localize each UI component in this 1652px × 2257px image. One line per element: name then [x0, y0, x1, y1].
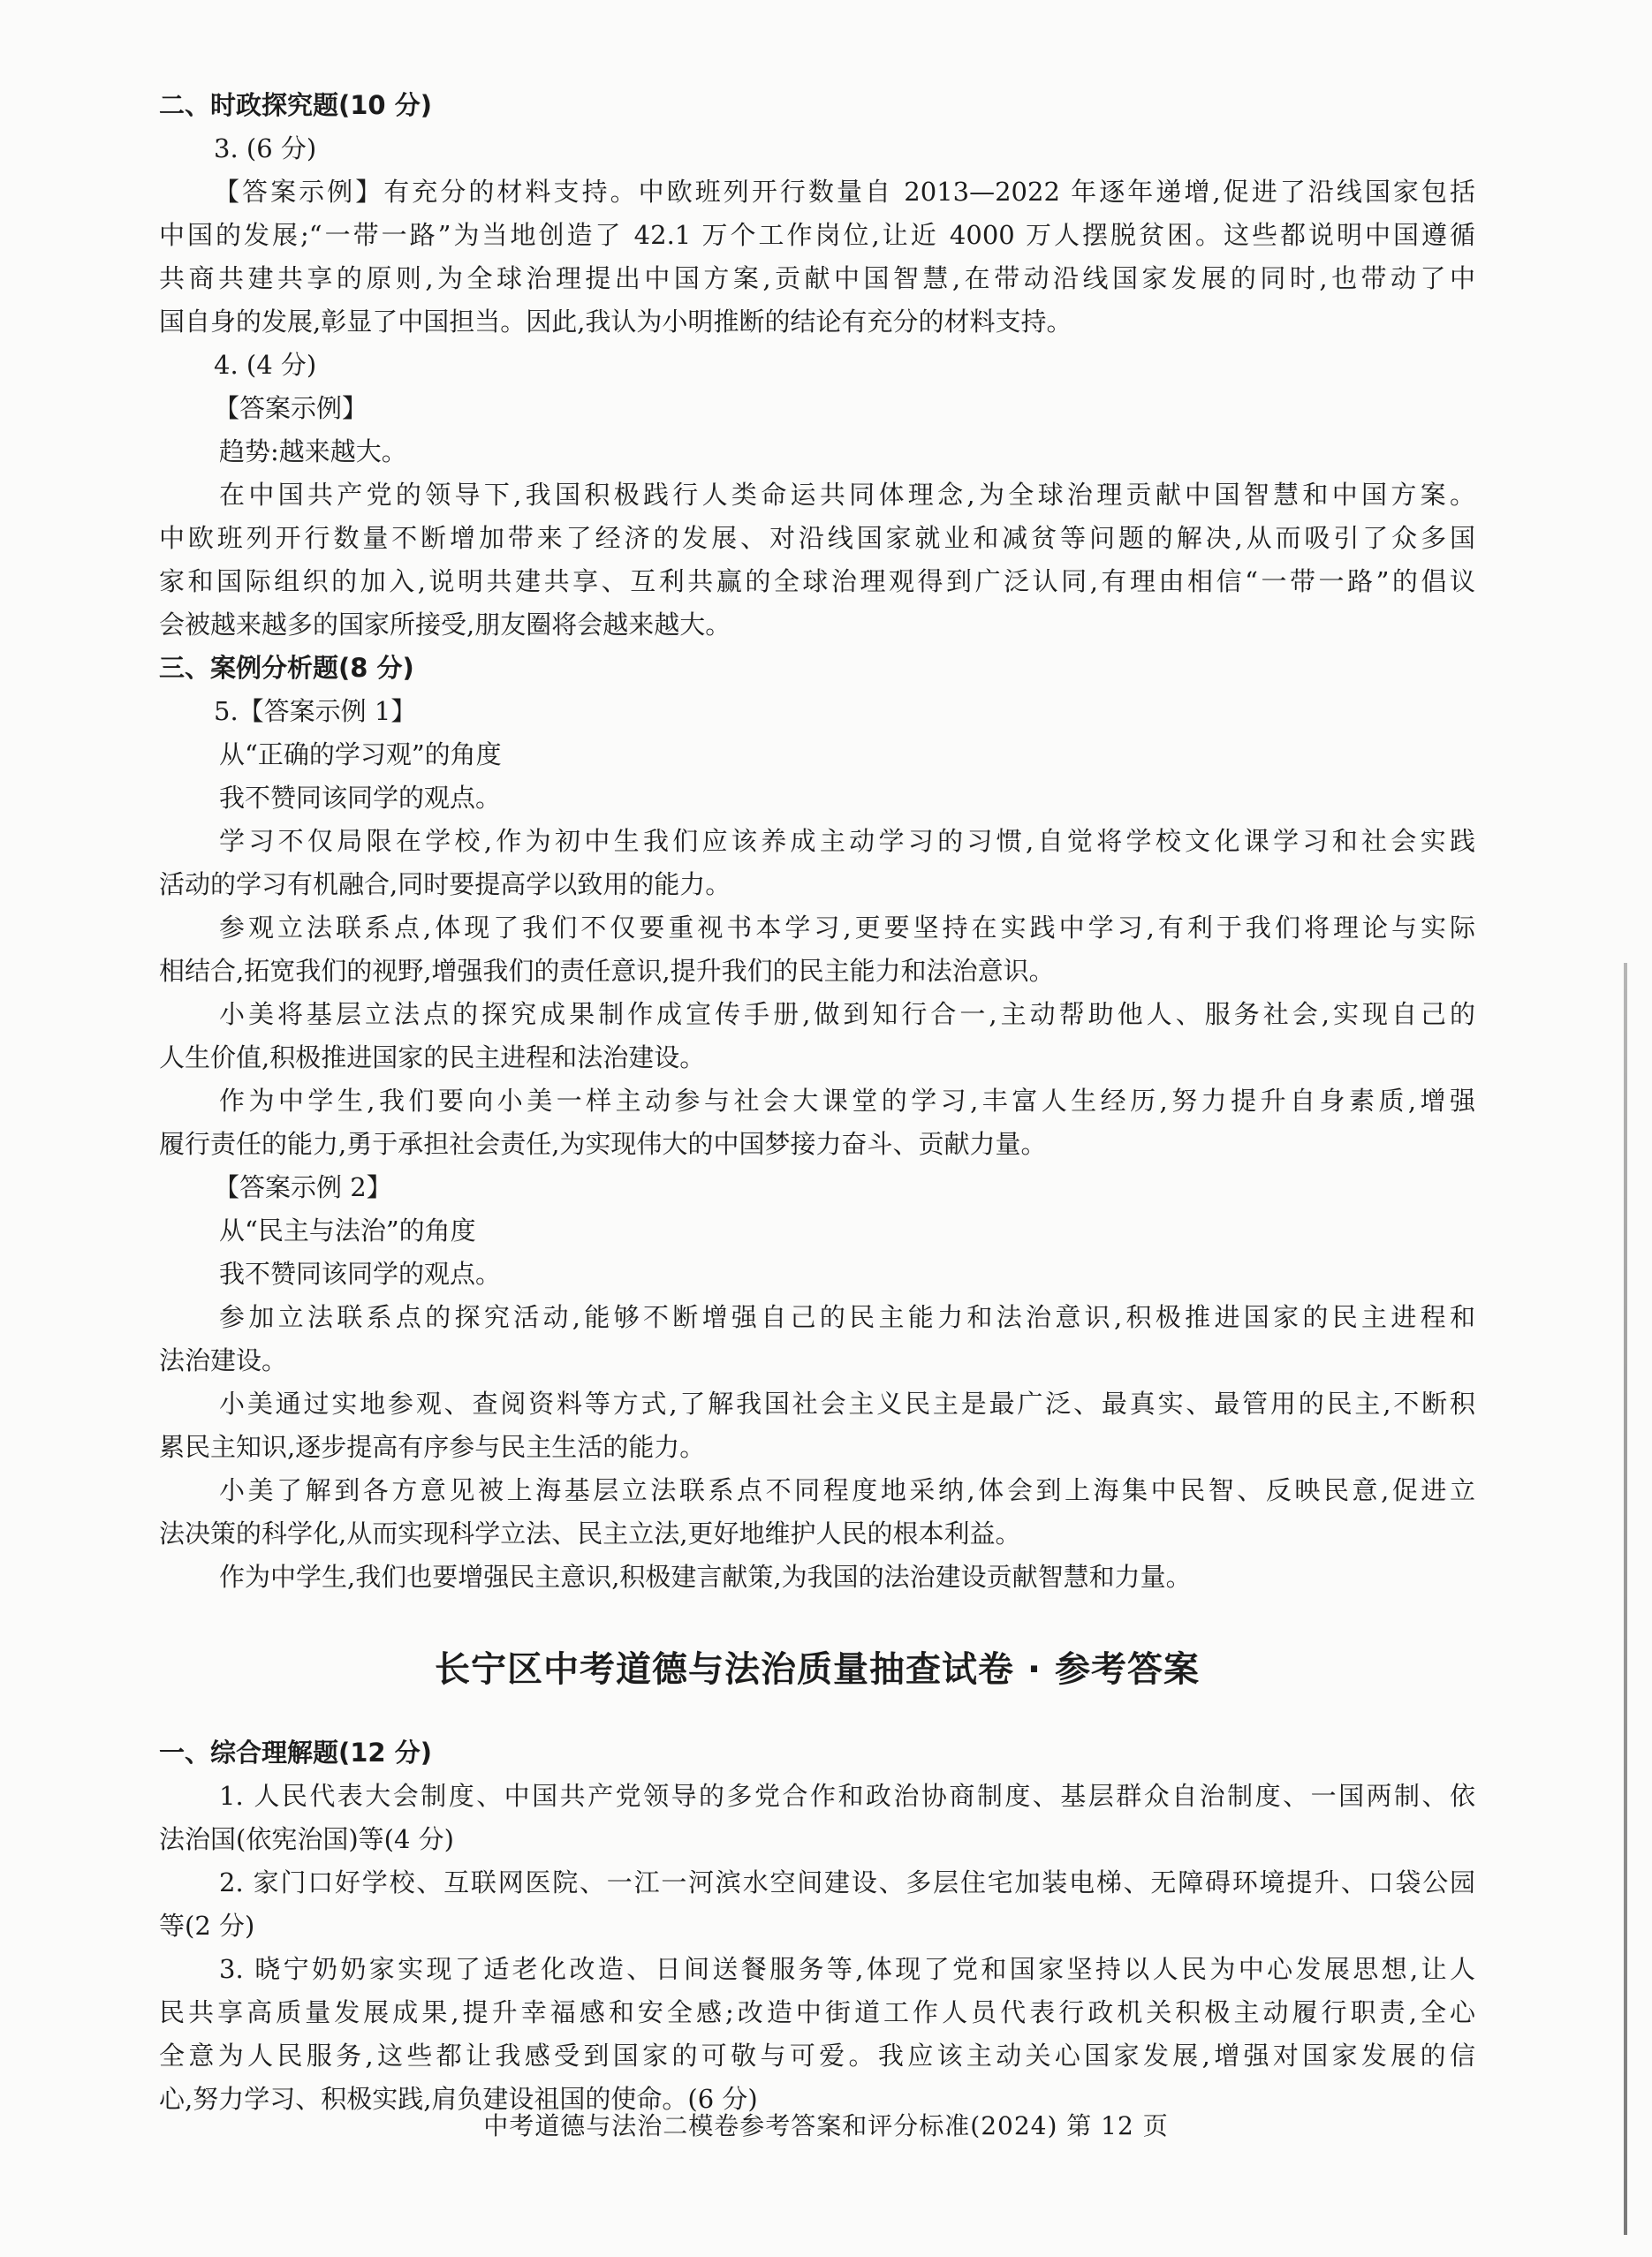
answer-line: 小美将基层立法点的探究成果制作成宣传手册,做到知行合一,主动帮助他人、服务社会,实现自己的 — [219, 999, 1475, 1029]
question-label: 3. (6 分) — [214, 133, 317, 163]
answer-line: 全意为人民服务,这些都让我感受到国家的可敬与可爱。我应该主动关心国家发展,增强对国家发展的信 — [159, 2041, 1475, 2071]
answer-line: 作为中学生,我们要向小美一样主动参与社会大课堂的学习,丰富人生经历,努力提升自身素质,增强 — [219, 1086, 1475, 1116]
answer-line: 【答案示例】有充分的材料支持。中欧班列开行数量自 2013—2022 年逐年递增,促进了沿线国家包括 — [214, 177, 1475, 207]
answer-example-label: 【答案示例 2】 — [214, 1172, 392, 1202]
answer-line: 参观立法联系点,体现了我们不仅要重视书本学习,更要坚持在实践中学习,有利于我们将理论与实际 — [219, 913, 1475, 943]
answer-line: 累民主知识,逐步提高有序参与民主生活的能力。 — [159, 1432, 706, 1462]
answer-line: 1. 人民代表大会制度、中国共产党领导的多党合作和政治协商制度、基层群众自治制度、一国两制、依 — [219, 1781, 1475, 1811]
section-heading: 二、时政探究题(10 分) — [159, 90, 432, 120]
answer-line: 法治国(依宪治国)等(4 分) — [159, 1824, 454, 1854]
answer-line: 中欧班列开行数量不断增加带来了经济的发展、对沿线国家就业和减贫等问题的解决,从而吸引了众多国 — [159, 523, 1475, 553]
answer-line: 参加立法联系点的探究活动,能够不断增强自己的民主能力和法治意识,积极推进国家的民主进程和 — [219, 1302, 1475, 1332]
answer-line: 民共享高质量发展成果,提升幸福感和安全感;改造中街道工作人员代表行政机关积极主动履行职责,全心 — [159, 1997, 1475, 2027]
answer-line: 人生价值,积极推进国家的民主进程和法治建设。 — [159, 1042, 706, 1072]
section-heading: 三、案例分析题(8 分) — [159, 653, 414, 683]
page-footer: 中考道德与法治二模卷参考答案和评分标准(2024) 第 12 页 — [483, 2111, 1169, 2140]
answer-line: 小美了解到各方意见被上海基层立法联系点不同程度地采纳,体会到上海集中民智、反映民意,促进立 — [219, 1475, 1475, 1505]
scan-edge-shadow — [1624, 963, 1627, 2235]
answer-line: 心,努力学习、积极实践,肩负建设祖国的使命。(6 分) — [159, 2084, 758, 2114]
answer-line: 我不赞同该同学的观点。 — [219, 783, 502, 813]
answer-line: 活动的学习有机融合,同时要提高学以致用的能力。 — [159, 869, 731, 899]
answer-line: 我不赞同该同学的观点。 — [219, 1259, 502, 1289]
answer-line: 作为中学生,我们也要增强民主意识,积极建言献策,为我国的法治建设贡献智慧和力量。 — [219, 1562, 1192, 1592]
answer-line: 法决策的科学化,从而实现科学立法、民主立法,更好地维护人民的根本利益。 — [159, 1519, 1021, 1549]
answer-line: 国自身的发展,彰显了中国担当。因此,我认为小明推断的结论有充分的材料支持。 — [159, 307, 1072, 337]
answer-line: 在中国共产党的领导下,我国积极践行人类命运共同体理念,为全球治理贡献中国智慧和中国方案。 — [219, 480, 1475, 510]
answer-line: 中国的发展;“一带一路”为当地创造了 42.1 万个工作岗位,让近 4000 万人摆脱贫困。这些都说明中国遵循 — [159, 220, 1475, 250]
answer-line: 趋势:越来越大。 — [219, 436, 407, 466]
answer-line: 2. 家门口好学校、互联网医院、一江一河滨水空间建设、多层住宅加装电梯、无障碍环境提升、口袋公园 — [219, 1867, 1475, 1897]
page-title: 长宁区中考道德与法治质量抽查试卷 · 参考答案 — [434, 1649, 1201, 1690]
answer-line: 履行责任的能力,勇于承担社会责任,为实现伟大的中国梦接力奋斗、贡献力量。 — [159, 1129, 1047, 1159]
answer-line: 3. 晓宁奶奶家实现了适老化改造、日间送餐服务等,体现了党和国家坚持以人民为中心发展思想,让人 — [219, 1954, 1475, 1984]
answer-line: 会被越来越多的国家所接受,朋友圈将会越来越大。 — [159, 610, 731, 640]
answer-example-label: 5.【答案示例 1】 — [214, 696, 417, 726]
answer-line: 学习不仅局限在学校,作为初中生我们应该养成主动学习的习惯,自觉将学校文化课学习和社会实践 — [219, 826, 1475, 856]
answer-line: 小美通过实地参观、查阅资料等方式,了解我国社会主义民主是最广泛、最真实、最管用的民主,不断积 — [219, 1389, 1475, 1419]
document-page — [159, 84, 1475, 2121]
question-label: 4. (4 分) — [214, 350, 317, 380]
answer-line: 法治建设。 — [159, 1345, 288, 1375]
answer-line: 等(2 分) — [159, 1911, 255, 1941]
answer-line: 从“民主与法治”的角度 — [219, 1216, 476, 1246]
answer-line: 家和国际组织的加入,说明共建共享、互利共赢的全球治理观得到广泛认同,有理由相信“一带一路”的倡议 — [159, 566, 1475, 596]
answer-example-label: 【答案示例】 — [214, 393, 368, 423]
section-heading: 一、综合理解题(12 分) — [159, 1738, 432, 1768]
answer-line: 共商共建共享的原则,为全球治理提出中国方案,贡献中国智慧,在带动沿线国家发展的同时,也带动了中 — [159, 263, 1475, 293]
answer-line: 相结合,拓宽我们的视野,增强我们的责任意识,提升我们的民主能力和法治意识。 — [159, 956, 1055, 986]
answer-line: 从“正确的学习观”的角度 — [219, 739, 502, 769]
